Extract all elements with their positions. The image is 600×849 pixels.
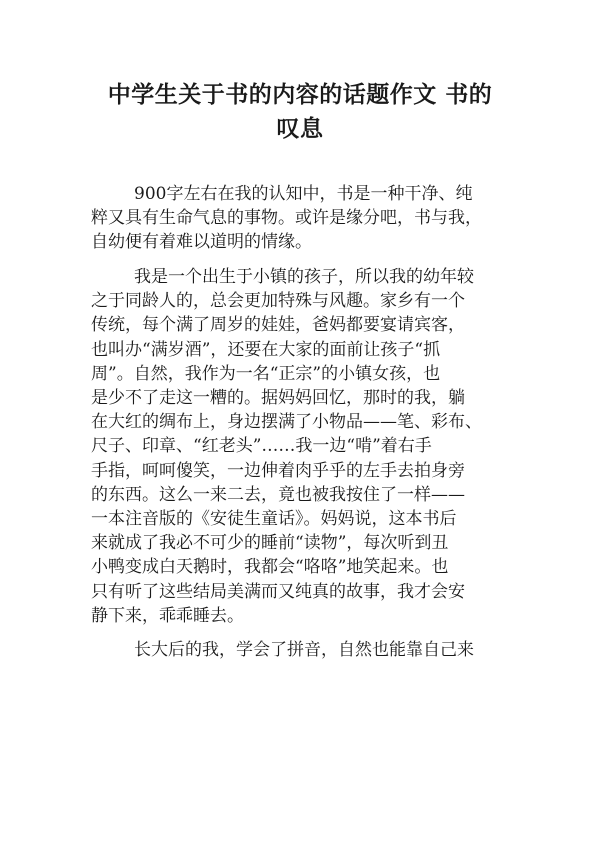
text-line: 在大红的绸布上，身边摆满了小物品——笔、彩布、	[91, 412, 482, 433]
text-line: 静下来，乖乖睡去。	[91, 605, 244, 626]
text-line: 来就成了我必不可少的睡前“读物”，每次听到丑	[91, 533, 449, 554]
text-line: 的东西。这么一来二去，竟也被我按住了一样——	[91, 484, 465, 505]
title-line: 叹息	[276, 116, 324, 142]
text-line: 只有听了这些结局美满而又纯真的故事，我才会安	[91, 581, 465, 602]
paragraph-spacer	[91, 628, 511, 639]
text-line: 自幼便有着难以道明的情缘。	[91, 232, 312, 253]
text-line: 900字左右在我的认知中，书是一种干净、纯	[134, 184, 473, 204]
text-line: 我是一个出生于小镇的孩子，所以我的幼年较	[134, 267, 474, 288]
text-line: 之于同龄人的，总会更加特殊与风趣。家乡有一个	[91, 291, 465, 312]
text-line: 是少不了走这一糟的。据妈妈回忆，那时的我，躺	[91, 388, 465, 408]
text-line: 长大后的我，学会了拼音，自然也能靠自己来	[134, 640, 474, 661]
text-line: 手指，呵呵傻笑，一边伸着肉乎乎的左手去拍身旁	[91, 460, 465, 481]
text-line: 一本注音版的《安徒生童话》。妈妈说，这本书后	[91, 508, 457, 529]
text-line: 粹又具有生命气息的事物。或许是缘分吧，书与我，	[91, 208, 482, 229]
paragraph	[91, 638, 511, 662]
title-line: 中学生关于书的内容的话题作文 书的	[107, 82, 493, 108]
text-line: 尺子、印章、“红老头”……我一边“啃”着右手	[91, 436, 432, 457]
text-line: 传统，每个满了周岁的娃娃，爸妈都要宴请宾客，	[91, 315, 465, 336]
paragraph	[91, 182, 511, 255]
text-line: 小鸭变成白天鹅时，我都会“咯咯”地笑起来。也	[91, 557, 449, 578]
text-line: 周”。自然，我作为一名“正宗”的小镇女孩，也	[91, 363, 441, 384]
paragraph-spacer	[91, 255, 511, 266]
text-line: 也叫办“满岁酒”，还要在大家的面前让孩子“抓	[91, 339, 441, 360]
paragraph	[91, 265, 511, 628]
document-title	[80, 78, 520, 146]
document-body	[91, 182, 511, 663]
